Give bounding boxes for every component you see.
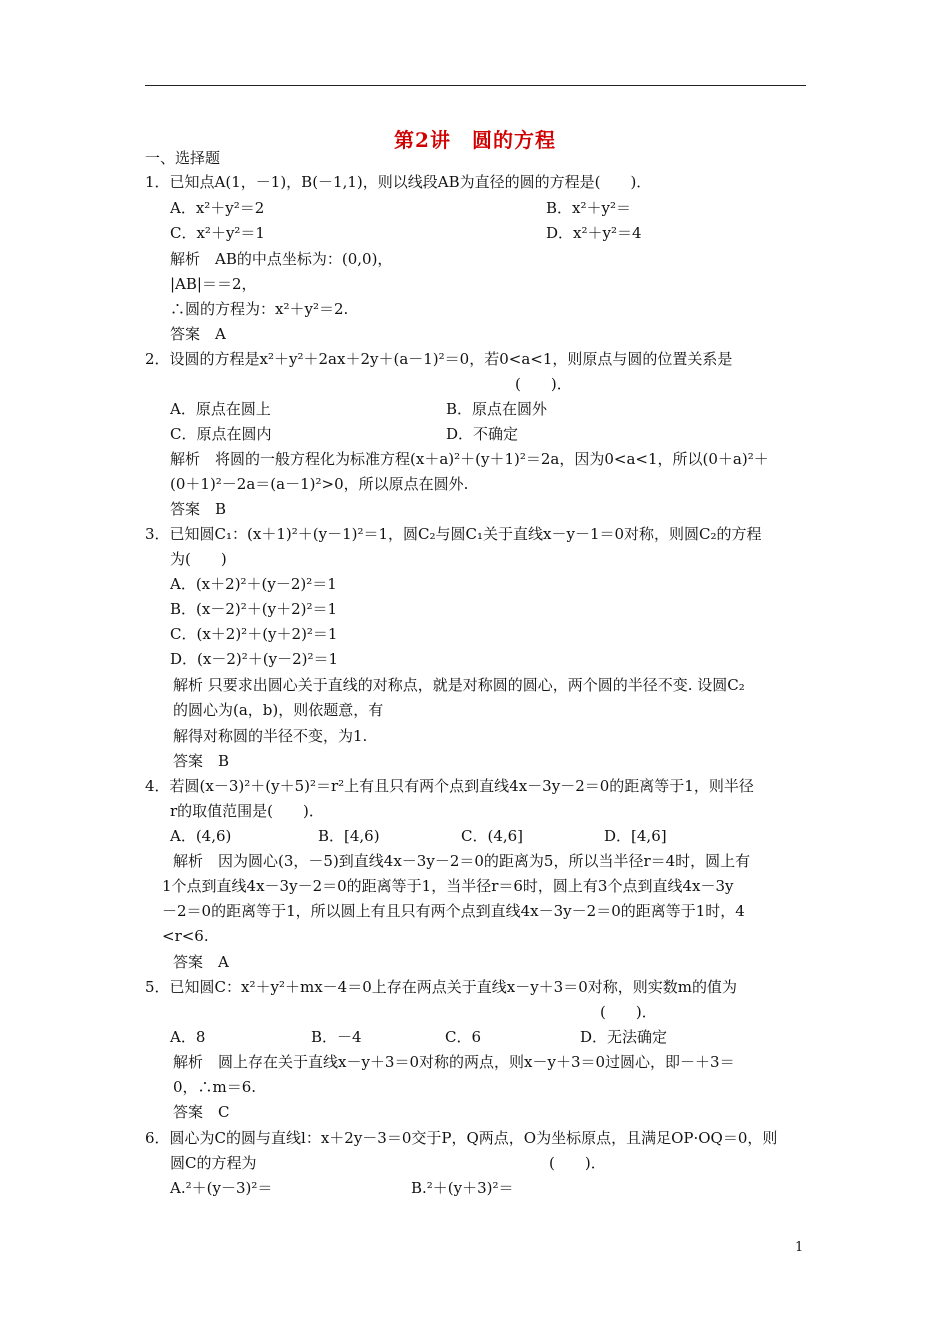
- q6-paren: ( )．: [549, 1154, 606, 1172]
- q5-option-d: D．无法确定: [580, 1028, 668, 1046]
- q5-solution-1: 解析 圆上存在关于直线x－y＋3＝0对称的两点，则x－y＋3＝0过圆心，即－＋3＝: [173, 1053, 735, 1071]
- q2-option-c: C．原点在圆内: [170, 425, 272, 443]
- section-heading: 一、选择题: [145, 149, 221, 167]
- q2-option-b: B．原点在圆外: [446, 400, 548, 418]
- page-title: 第2讲 圆的方程: [394, 128, 556, 152]
- q4-answer: 答案 A: [173, 953, 229, 971]
- q2-paren: ( )．: [515, 375, 572, 393]
- q5-option-a: A．8: [170, 1028, 206, 1046]
- q5-option-b: B．－4: [311, 1028, 362, 1046]
- q4-solution-2: 1个点到直线4x－3y－2＝0的距离等于1，当半径r＝6时，圆上有3个点到直线4x－3y: [162, 877, 734, 895]
- q1-solution-2: |AB|＝＝2，: [170, 275, 257, 293]
- q4-option-d: D．[4,6]: [604, 827, 667, 845]
- q2-option-d: D．不确定: [446, 425, 519, 443]
- header-rule: [145, 85, 806, 86]
- q4-solution-4: <r<6.: [162, 927, 209, 945]
- q3-option-a: A．(x＋2)²＋(y－2)²＝1: [170, 575, 337, 593]
- q3-solution-3: 解得对称圆的半径不变，为1.: [173, 727, 368, 745]
- q4-option-a: A．(4,6): [170, 827, 232, 845]
- q6-stem-2: 圆C的方程为: [170, 1154, 257, 1172]
- q5-solution-2: 0，∴m＝6.: [173, 1078, 257, 1096]
- q3-stem-1: 3．已知圆C₁：(x＋1)²＋(y－1)²＝1，圆C₂与圆C₁关于直线x－y－1＝0对称，则圆C₂的方程: [145, 525, 762, 543]
- q3-solution-2: 的圆心为(a，b)，则依题意，有: [173, 701, 384, 719]
- q5-stem: 5．已知圆C：x²＋y²＋mx－4＝0上存在两点关于直线x－y＋3＝0对称，则实数m的值为: [145, 978, 737, 996]
- q5-paren: ( )．: [600, 1003, 657, 1021]
- q1-solution-3: ∴圆的方程为：x²＋y²＝2.: [170, 300, 349, 318]
- q2-solution-2: (0＋1)²－2a＝(a－1)²>0，所以原点在圆外.: [170, 475, 469, 493]
- q3-option-d: D．(x－2)²＋(y－2)²＝1: [170, 650, 339, 668]
- page-number: 1: [795, 1240, 804, 1255]
- q6-stem-1: 6．圆心为C的圆与直线l：x＋2y－3＝0交于P，Q两点，O为坐标原点，且满足OP·OQ＝0，则: [145, 1129, 778, 1147]
- q1-solution-1: 解析 AB的中点坐标为：(0,0)，: [170, 250, 393, 268]
- q1-stem: 1．已知点A(1，－1)，B(－1,1)，则以线段AB为直径的圆的方程是( )．: [145, 173, 652, 191]
- q4-option-b: B．[4,6): [318, 827, 380, 845]
- q4-stem-2: r的取值范围是( )．: [170, 802, 324, 820]
- q2-answer: 答案 B: [170, 500, 227, 518]
- q1-option-b: B．x²＋y²＝: [546, 199, 631, 217]
- q3-stem-2: 为( ): [170, 550, 227, 568]
- q6-option-b: B.²＋(y＋3)²＝: [411, 1179, 514, 1197]
- q3-option-b: B．(x－2)²＋(y＋2)²＝1: [170, 600, 338, 618]
- q1-option-c: C．x²＋y²＝1: [170, 224, 265, 242]
- q3-solution-1: 解析 只要求出圆心关于直线的对称点，就是对称圆的圆心，两个圆的半径不变. 设圆C₂: [173, 676, 745, 694]
- q3-answer: 答案 B: [173, 752, 230, 770]
- q2-stem: 2．设圆的方程是x²＋y²＋2ax＋2y＋(a－1)²＝0，若0<a<1，则原点与圆的位置关系是: [145, 350, 733, 368]
- q4-stem-1: 4．若圆(x－3)²＋(y＋5)²＝r²上有且只有两个点到直线4x－3y－2＝0的距离等于1，则半径: [145, 777, 754, 795]
- q2-option-a: A．原点在圆上: [170, 400, 271, 418]
- q6-option-a: A.²＋(y－3)²＝: [170, 1179, 273, 1197]
- q5-answer: 答案 C: [173, 1103, 230, 1121]
- q1-answer: 答案 A: [170, 325, 226, 343]
- q4-solution-3: －2＝0的距离等于1，所以圆上有且只有两个点到直线4x－3y－2＝0的距离等于1时，4: [162, 902, 745, 920]
- q4-option-c: C．(4,6]: [461, 827, 524, 845]
- q4-solution-1: 解析 因为圆心(3，－5)到直线4x－3y－2＝0的距离为5，所以当半径r＝4时，圆上有: [173, 852, 751, 870]
- q3-option-c: C．(x＋2)²＋(y＋2)²＝1: [170, 625, 338, 643]
- q1-option-d: D．x²＋y²＝4: [546, 224, 642, 242]
- q1-option-a: A．x²＋y²＝2: [170, 199, 265, 217]
- q5-option-c: C．6: [445, 1028, 482, 1046]
- q2-solution-1: 解析 将圆的一般方程化为标准方程(x＋a)²＋(y＋1)²＝2a，因为0<a<1，所以(0＋a)²＋: [170, 450, 769, 468]
